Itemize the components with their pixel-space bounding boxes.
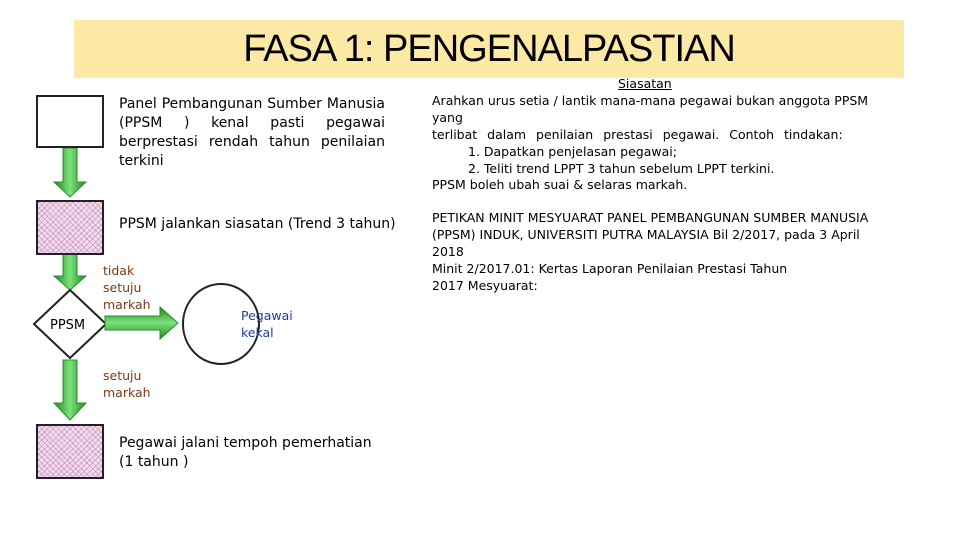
notes-heading (618, 75, 672, 92)
no-branch-line: markah (103, 297, 151, 312)
notes-body-line: terlibat dalam penilaian prestasi pegawai. Contoh tindakan: (432, 127, 843, 142)
arrow-down-3 (54, 360, 86, 420)
no-branch-line: tidak (103, 263, 135, 278)
step3-line: Pegawai jalani tempoh pemerhatian (119, 435, 372, 451)
decision-label: PPSM (50, 318, 86, 333)
outcome-line: Pegawai (241, 308, 293, 323)
step1-text: Panel Pembangunan Sumber Manusia (PPSM ) kenal pasti pegawai berprestasi rendah tahun penilaian terkini (119, 96, 385, 169)
minutes-reference: PETIKAN MINIT MESYUARAT PANEL PEMBANGUNAN SUMBER MANUSIA (PPSM) INDUK, UNIVERSITI PUTRA MALAYSIA Bil 2/2017, pada 3 April 2018 (432, 210, 869, 259)
notes-body-line: Arahkan urus setia / lantik mana-mana pegawai bukan anggota PPSM yang (432, 93, 869, 125)
notes-action: 2. Teliti trend LPPT 3 tahun sebelum LPPT terkini. (468, 161, 775, 176)
outcome-line: kekal (241, 325, 274, 340)
step2-box (36, 200, 104, 255)
minute-item: Minit 2/2017.01: Kertas Laporan Penilaian Prestasi Tahun 2017 Mesyuarat: (432, 261, 788, 293)
step3-line: (1 tahun ) (119, 454, 189, 470)
arrow-down-1 (54, 148, 86, 197)
step3-box (36, 424, 104, 479)
notes-action: 1. Dapatkan penjelasan pegawai; (468, 144, 677, 159)
outcome-label (241, 307, 293, 341)
notes-adjust: PPSM boleh ubah suai & selaras markah. (432, 177, 688, 192)
no-branch-label (103, 262, 151, 313)
page-title: FASA 1: PENGENALPASTIAN (243, 28, 735, 70)
step2-text: PPSM jalankan siasatan (Trend 3 tahun) (119, 216, 396, 232)
no-branch-line: setuju (103, 280, 142, 295)
yes-branch-line: setuju (103, 368, 142, 383)
notes-heading-text: Siasatan (618, 76, 672, 91)
yes-branch-label (103, 367, 151, 401)
arrow-down-2 (54, 254, 86, 290)
notes-body (432, 92, 882, 177)
step3-text (119, 434, 372, 472)
step1-box (36, 95, 104, 148)
yes-branch-line: markah (103, 385, 151, 400)
